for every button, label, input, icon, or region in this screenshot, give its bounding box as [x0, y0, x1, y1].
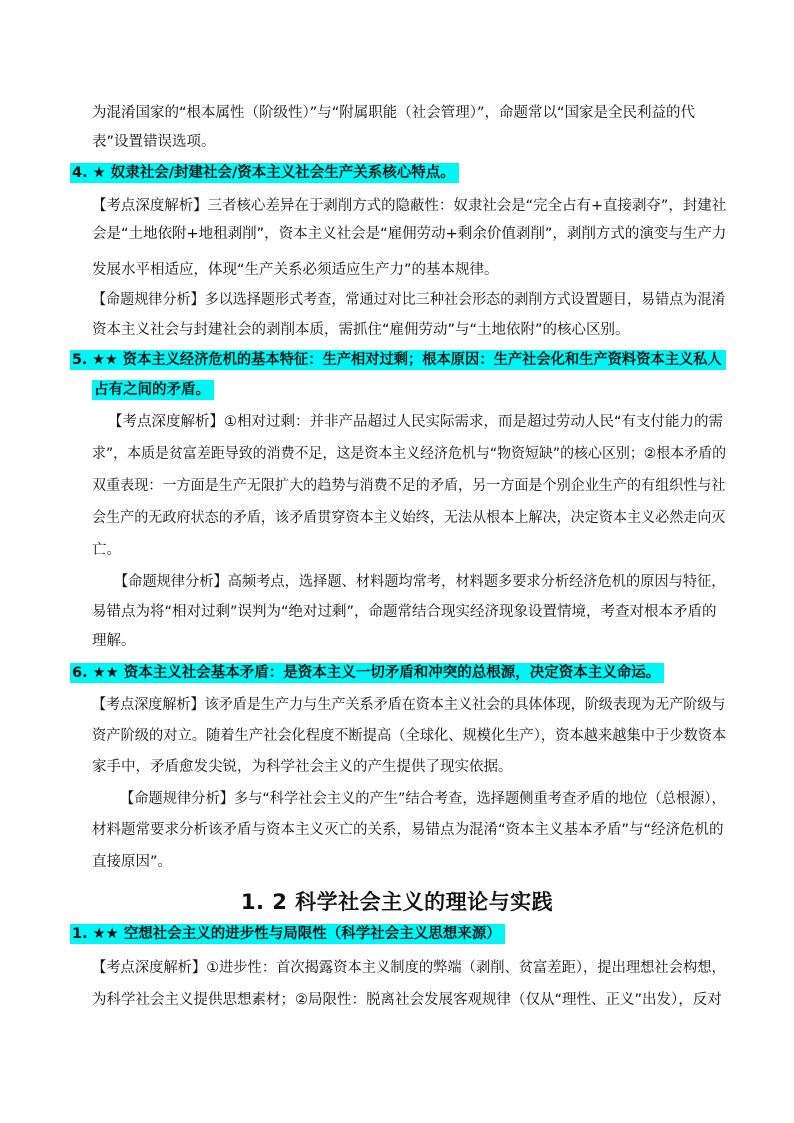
analysis-label-line: 【考点深度解析】三者核心差异在于剥削方式的隐蔽性：奴隶社会是“完全占有+直接剥夺”，封建社 [92, 198, 727, 214]
paragraph-line: 求”，本质是贫富差距导致的消费不足，这是资本主义经济危机与“物资短缺”的核心区别；②根本矛盾的 [92, 446, 727, 462]
highlight: 6. ★★ 资本主义社会基本矛盾：是资本主义一切矛盾和冲突的总根源，决定资本主义命运。 [70, 663, 664, 683]
paragraph-line: 双重表现：一方面是生产无限扩大的趋势与消费不足的矛盾，另一方面是个别企业生产的有组织性与社 [92, 478, 726, 494]
analysis-label-line: 【考点深度解析】该矛盾是生产力与生产关系矛盾在资本主义社会的具体体现，阶级表现为无产阶级与 [92, 697, 726, 713]
paragraph-line: 会是“土地依附+地租剥削”，资本主义社会是“雇佣劳动+剩余价值剥削”，剥削方式的演变与生产力 [92, 226, 727, 242]
analysis-label-line: 【考点深度解析】①进步性：首次揭露资本主义制度的弊端（剥削、贫富差距），提出理想社会构想， [92, 960, 726, 976]
highlight: 4. ★ 奴隶社会/封建社会/资本主义社会生产关系核心特点。 [70, 163, 459, 183]
item-heading-4 [70, 163, 459, 183]
paragraph-line: 家手中，矛盾愈发尖锐，为科学社会主义的产生提供了现实依据。 [92, 759, 513, 775]
paragraph-line: 为混淆国家的“根本属性（阶级性）”与“附属职能（社会管理）”，命题常以“国家是全民利益的代 [92, 105, 696, 121]
item-heading-6 [70, 663, 664, 683]
highlight: 占有之间的矛盾。 [92, 380, 214, 400]
highlight: 1. ★★ 空想社会主义的进步性与局限性（科学社会主义思想来源） [70, 924, 505, 944]
pattern-label-line: 【命题规律分析】高频考点，选择题、材料题均常考，材料题多要求分析经济危机的原因与特征， [114, 574, 726, 590]
paragraph-line: 表”设置错误选项。 [92, 134, 216, 150]
item-heading-5-cont [92, 380, 214, 400]
paragraph-line: 亡。 [92, 542, 121, 558]
paragraph-line: 资产阶级的对立。随着生产社会化程度不断提高（全球化、规模化生产），资本越来越集中于少数资本 [92, 728, 727, 744]
paragraph-line: 资本主义社会与封建社会的剥削本质，需抓住“雇佣劳动”与“土地依附”的核心区别。 [92, 322, 630, 338]
paragraph-line: 易错点为将“相对过剩”误判为“绝对过剩”，命题常结合现实经济现象设置情境，考查对根本矛盾的 [92, 604, 717, 620]
highlight: 5. ★★ 资本主义经济危机的基本特征：生产相对过剩；根本原因：生产社会化和生产资料资本主义私人 [70, 350, 726, 370]
pattern-label-line: 【命题规律分析】多以选择题形式考查，常通过对比三种社会形态的剥削方式设置题目，易错点为混淆 [92, 292, 726, 308]
paragraph-line: 理解。 [92, 633, 136, 649]
paragraph-line: 直接原因”。 [92, 854, 173, 870]
paragraph-line: 为科学社会主义提供思想素材；②局限性：脱离社会发展客观规律（仅从“理性、正义”出发），反对 [92, 992, 722, 1008]
analysis-label-line: 【考点深度解析】①相对过剩：并非产品超过人民实际需求，而是超过劳动人民“有支付能力的需 [108, 414, 724, 430]
item-heading-1 [70, 924, 505, 944]
pattern-label-line: 【命题规律分析】多与“科学社会主义的产生”结合考查，选择题侧重考查矛盾的地位（总根源）， [120, 791, 726, 807]
section-title: 1. 2 科学社会主义的理论与实践 [240, 890, 554, 914]
item-heading-5 [70, 350, 726, 370]
paragraph-line: 发展水平相适应，体现“生产关系必须适应生产力”的基本规律。 [92, 262, 499, 278]
paragraph-line: 会生产的无政府状态的矛盾，该矛盾贯穿资本主义始终，无法从根本上解决，决定资本主义必然走向灭 [92, 510, 726, 526]
paragraph-line: 材料题常要求分析该矛盾与资本主义灭亡的关系，易错点为混淆“资本主义基本矛盾”与“经济危机的 [92, 822, 724, 838]
